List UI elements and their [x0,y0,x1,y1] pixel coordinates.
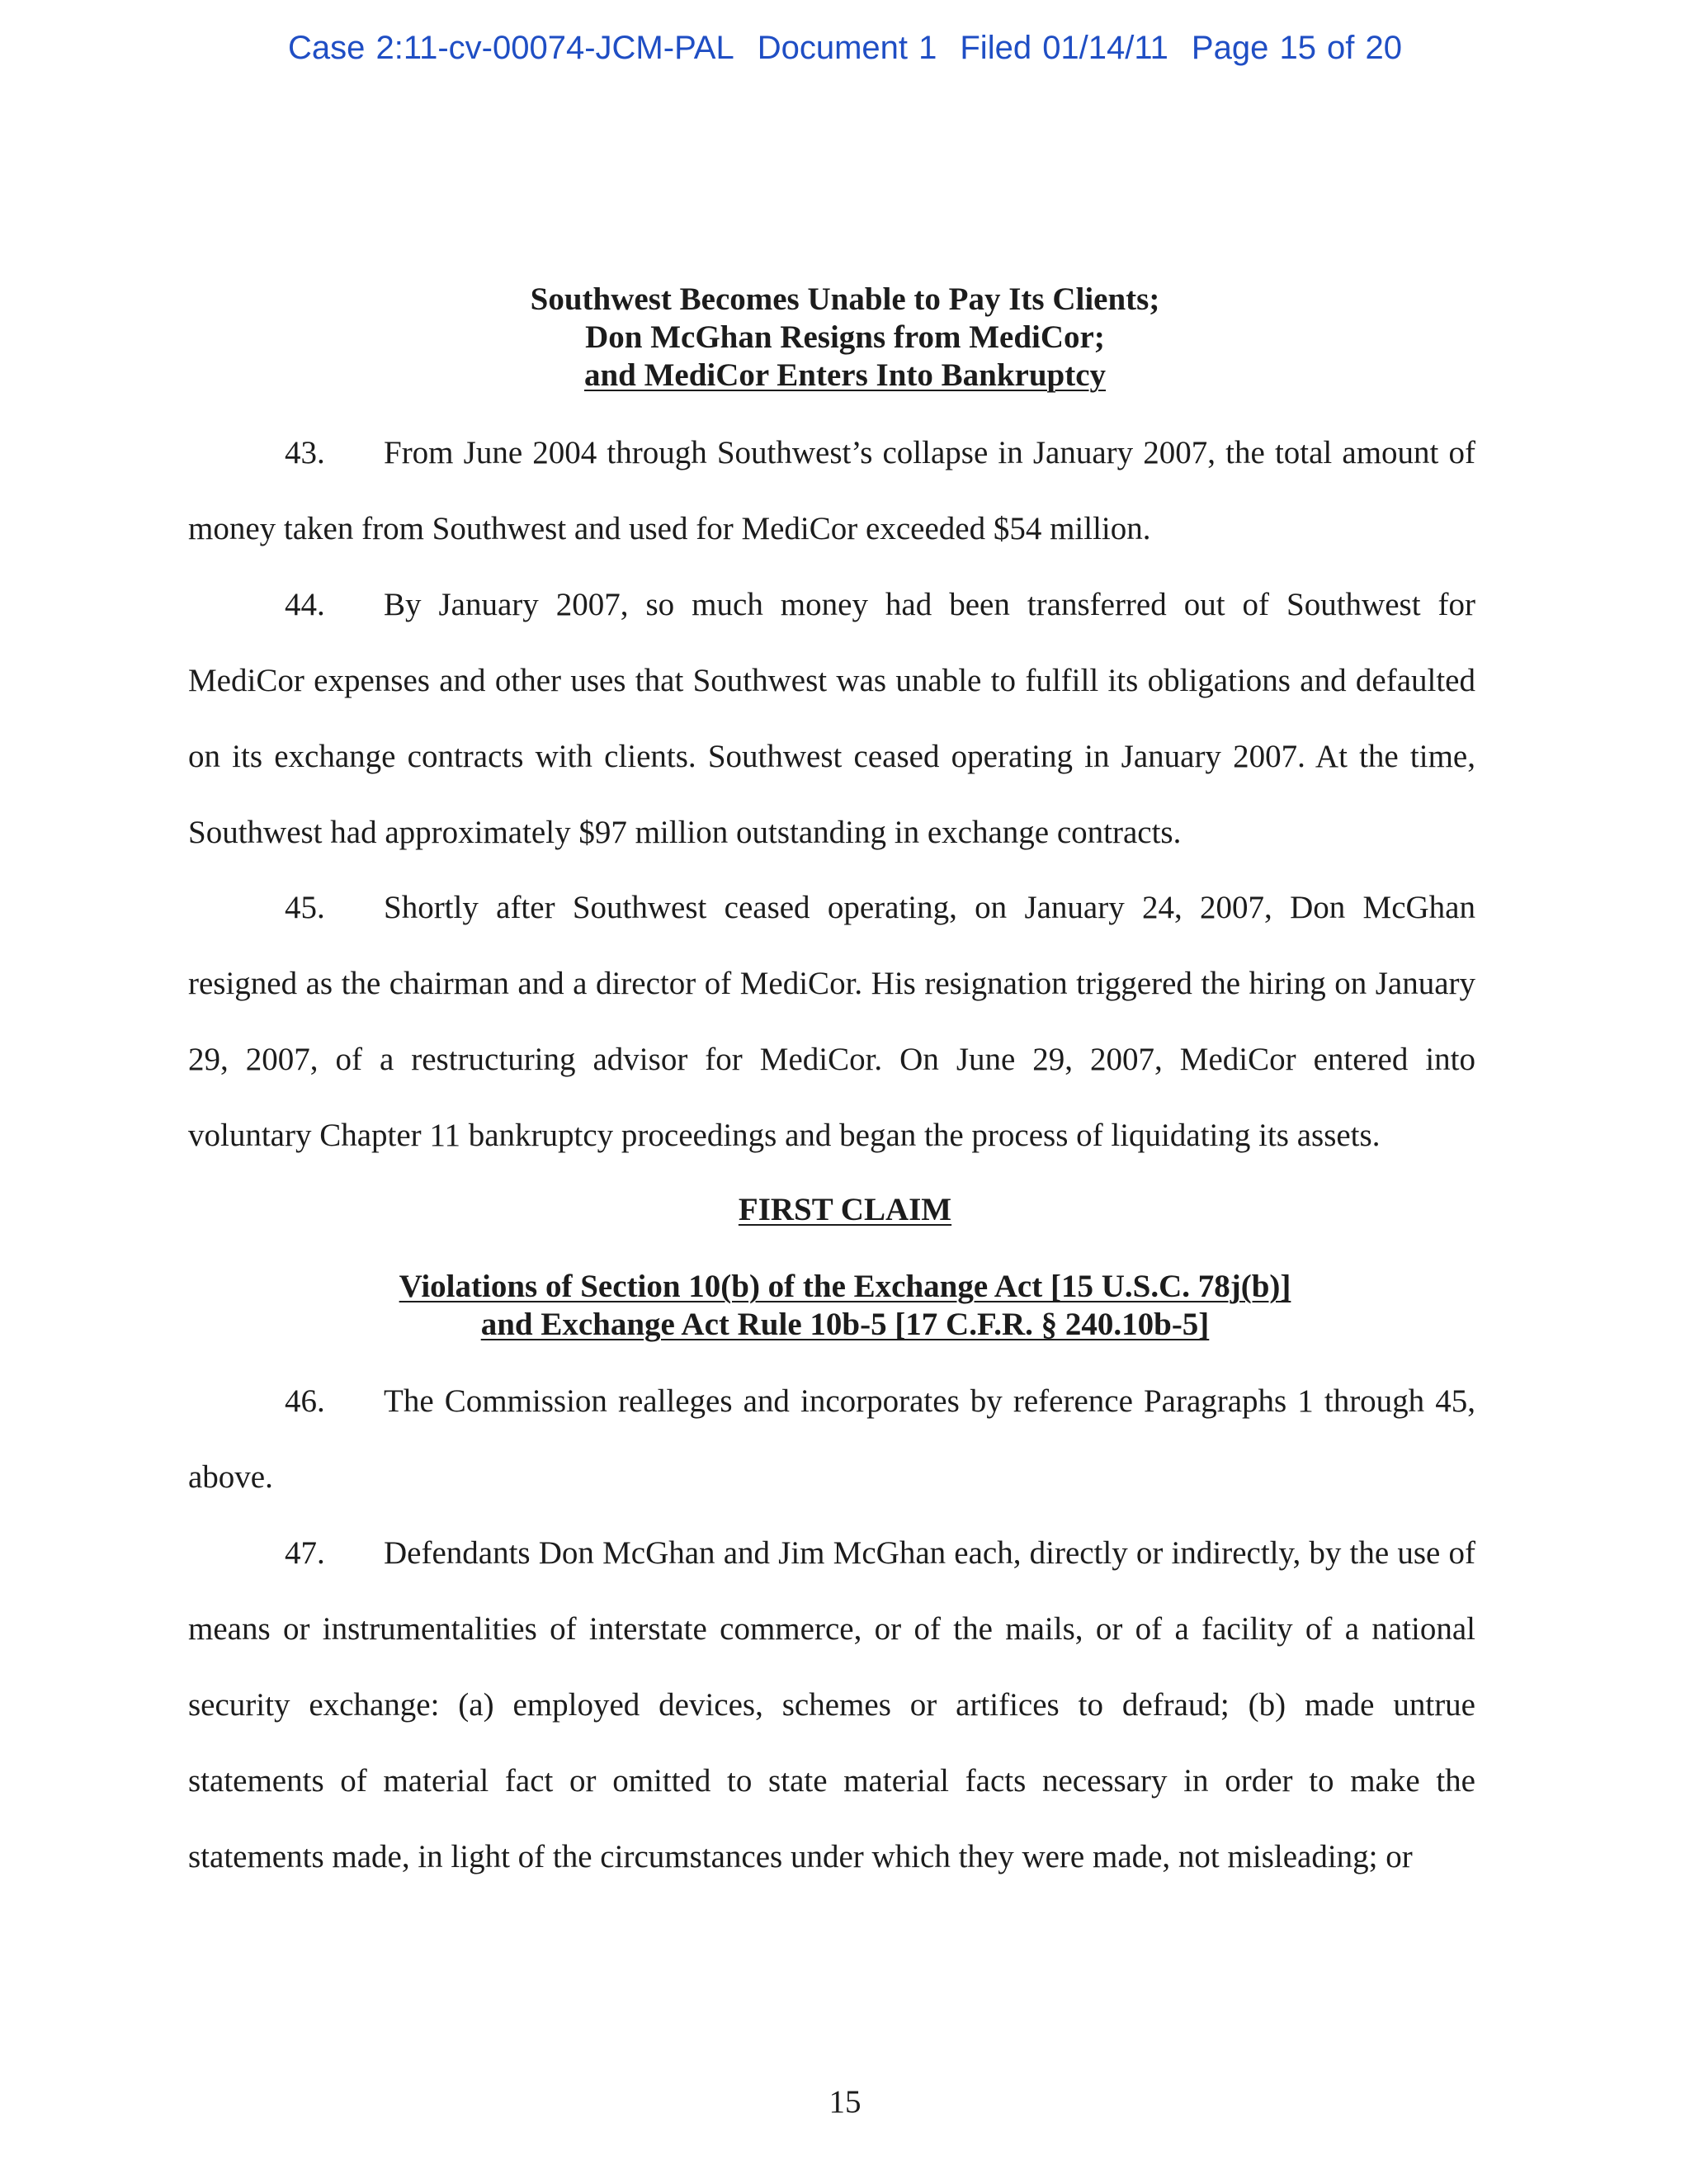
paragraph-number: 45. [285,890,325,925]
page-of-pages: Page 15 of 20 [1191,30,1403,66]
paragraph-number: 43. [285,435,325,470]
paragraph-47 [188,1515,1475,1895]
claim-subtitle [0,1268,1690,1344]
claim-subtitle-line-2: and Exchange Act Rule 10b-5 [17 C.F.R. § 240.10b-5] [480,1307,1210,1342]
ecf-filing-header [0,30,1690,67]
paragraph-number: 47. [285,1535,325,1571]
case-number: Case 2:11-cv-00074-JCM-PAL [287,30,734,66]
paragraph-44 [188,567,1475,871]
paragraph-46 [188,1364,1475,1515]
paragraph-text: Defendants Don McGhan and Jim McGhan each, directly or indirectly, by the use of means or instrumentalities of interstate commerce, or of the mails, or of a facility of a national security exchange: (a) employed devices, schemes or artifices to defraud; (b) made untrue statements of material fact or omitted to state material facts necessary in order to make the statements made, in light of the circumstances under which they were made, not misleading; or [188,1535,1475,1874]
paragraph-number: 44. [285,587,325,622]
section-heading-line-2: Don McGhan Resigns from MediCor; [585,319,1105,355]
paragraph-text: By January 2007, so much money had been transferred out of Southwest for MediCor expenses and other uses that Southwest was unable to fulfill its obligations and defaulted on its exchange contracts with clients. Southwest ceased operating in January 2007. At the time, Southwest had approximately $97 million outstanding in exchange contracts. [188,587,1475,850]
section-heading [0,281,1690,395]
paragraph-43 [188,415,1475,567]
paragraph-45 [188,870,1475,1174]
section-heading-line-3: and MediCor Enters Into Bankruptcy [583,357,1107,393]
claim-title: FIRST CLAIM [738,1192,952,1227]
paragraph-text: From June 2004 through Southwest’s collapse in January 2007, the total amount of money taken from Southwest and used for MediCor exceeded $54 million. [188,435,1475,546]
filed-date: Filed 01/14/11 [960,30,1168,66]
paragraph-text: Shortly after Southwest ceased operating, on January 24, 2007, Don McGhan resigned as the chairman and a director of MediCor. His resignation triggered the hiring on January 29, 2007, of a restructuring advisor for MediCor. On June 29, 2007, MediCor entered into voluntary Chapter 11 bankruptcy proceedings and began the process of liquidating its assets. [188,890,1475,1153]
page-number: 15 [828,2084,862,2120]
paragraph-text: The Commission realleges and incorporates by reference Paragraphs 1 through 45, above. [188,1383,1475,1495]
claim-subtitle-line-1: Violations of Section 10(b) of the Exchange Act [15 U.S.C. 78j(b)] [399,1269,1291,1304]
section-heading-line-1: Southwest Becomes Unable to Pay Its Clients; [530,281,1160,317]
document-number: Document 1 [757,30,937,66]
paragraph-number: 46. [285,1383,325,1419]
